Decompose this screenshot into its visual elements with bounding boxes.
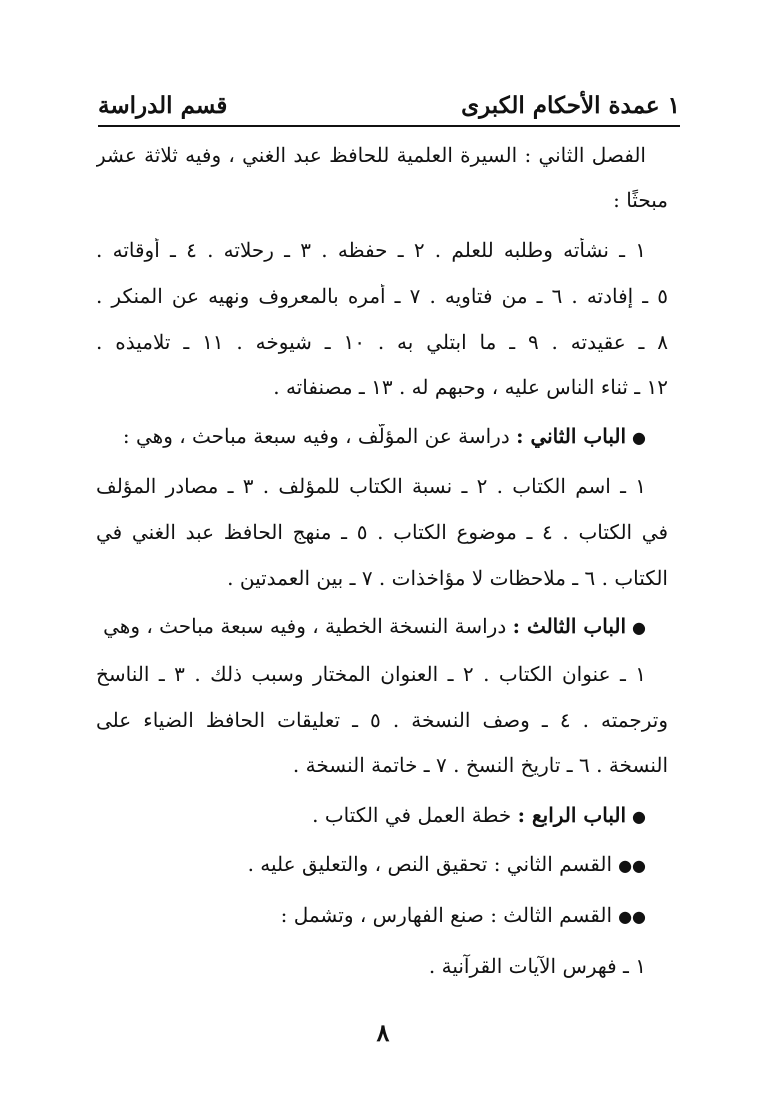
- section-three-heading: [96, 614, 646, 638]
- bullet-icon: ●: [632, 618, 646, 637]
- section-four-text: خطة العمل في الكتاب .: [312, 803, 512, 827]
- page-number: ٨: [376, 1018, 390, 1047]
- section-two-topics-3: الكتاب . ٦ ـ ملاحظات لا مؤاخذات . ٧ ـ بين العمدتين .: [227, 566, 668, 590]
- section-two-heading: [96, 424, 646, 448]
- book-title: ١ عمدة الأحكام الكبرى: [461, 92, 680, 119]
- bullet-icon: ●: [632, 428, 646, 447]
- section-title: قسم الدراسة: [98, 92, 228, 119]
- section-four-label: الباب الرابع :: [517, 803, 627, 827]
- chapter-two-topics-4: ١٢ ـ ثناء الناس عليه ، وحبهم له . ١٣ ـ مصنفاته .: [273, 375, 668, 399]
- double-bullet-icon: ●●: [618, 907, 646, 926]
- index-item-1: ١ ـ فهرس الآيات القرآنية .: [428, 954, 646, 978]
- part-three-text: صنع الفهارس ، وتشمل :: [280, 903, 484, 927]
- section-two-topics-2: في الكتاب . ٤ ـ موضوع الكتاب . ٥ ـ منهج الحافظ عبد الغني في: [96, 520, 668, 544]
- part-three-label: القسم الثالث :: [490, 903, 613, 927]
- bullet-icon: ●: [632, 807, 646, 826]
- section-three-label: الباب الثالث :: [512, 614, 627, 638]
- section-three-topics-3: النسخة . ٦ ـ تاريخ النسخ . ٧ ـ خاتمة النسخة .: [292, 753, 668, 777]
- part-two-text: تحقيق النص ، والتعليق عليه .: [247, 852, 488, 876]
- double-bullet-icon: ●●: [618, 856, 646, 875]
- part-two-label: القسم الثاني :: [493, 852, 613, 876]
- section-two-topics-1: ١ ـ اسم الكتاب . ٢ ـ نسبة الكتاب للمؤلف . ٣ ـ مصادر المؤلف: [96, 474, 646, 498]
- part-three-heading: [96, 903, 646, 927]
- chapter-two-topics-3: ٨ ـ عقيدته . ٩ ـ ما ابتلي به . ١٠ ـ شيوخه . ١١ ـ تلاميذه .: [96, 330, 668, 354]
- section-four-heading: [96, 803, 646, 827]
- header-rule: [98, 125, 680, 127]
- chapter-two-heading-cont: مبحثًا :: [613, 188, 668, 212]
- chapter-two-topics-2: ٥ ـ إفادته . ٦ ـ من فتاويه . ٧ ـ أمره بالمعروف ونهيه عن المنكر .: [96, 284, 668, 308]
- part-two-heading: [96, 852, 646, 876]
- section-three-topics-1: ١ ـ عنوان الكتاب . ٢ ـ العنوان المختار وسبب ذلك . ٣ ـ الناسخ: [96, 662, 646, 686]
- chapter-two-topics-1: ١ ـ نشأته وطلبه للعلم . ٢ ـ حفظه . ٣ ـ رحلاته . ٤ ـ أوقاته .: [96, 238, 646, 262]
- chapter-two-heading: الفصل الثاني : السيرة العلمية للحافظ عبد الغني ، وفيه ثلاثة عشر: [96, 143, 646, 167]
- section-three-topics-2: وترجمته . ٤ ـ وصف النسخة . ٥ ـ تعليقات الحافظ الضياء على: [96, 708, 668, 732]
- section-two-text: دراسة عن المؤلّف ، وفيه سبعة مباحث ، وهي :: [122, 424, 510, 448]
- section-two-label: الباب الثاني :: [516, 424, 627, 448]
- running-header: [98, 92, 680, 126]
- section-three-text: دراسة النسخة الخطية ، وفيه سبعة مباحث ، وهي: [103, 614, 507, 638]
